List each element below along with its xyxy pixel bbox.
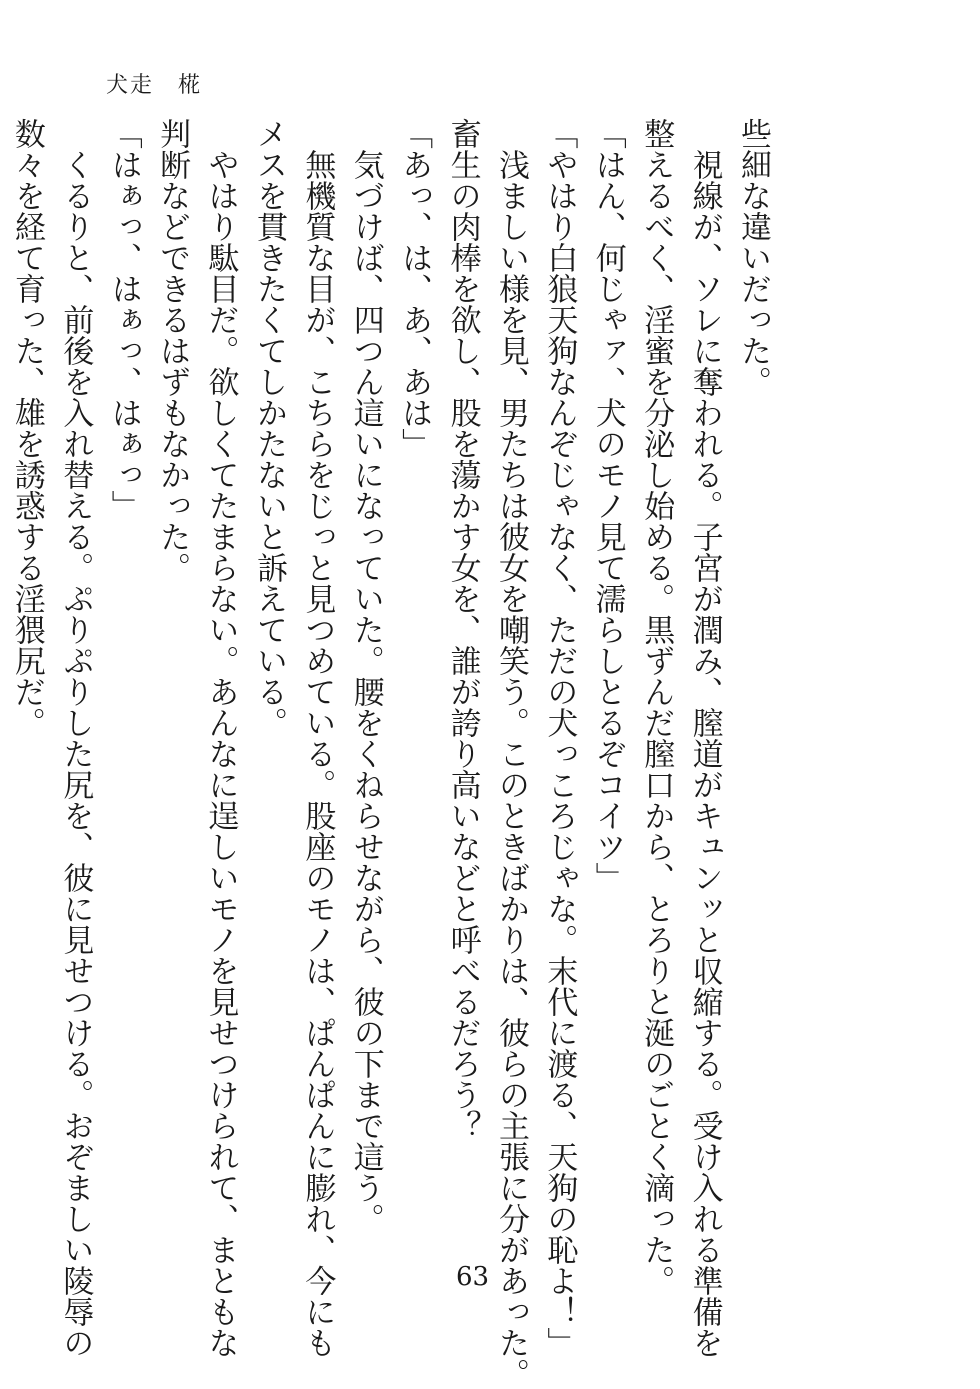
text-line: くるりと、前後を入れ替える。ぷりぷりした尻を、彼に見せつける。おぞましい陵辱の — [57, 118, 94, 1358]
text-line: 無機質な目が、こちらをじっと見つめている。股座のモノは、ぱんぱんに膨れ、今にも — [299, 118, 336, 1358]
text-line: 視線が、ソレに奪われる。子宮が潤み、膣道がキュンッと収縮する。受け入れる準備を — [686, 118, 723, 1358]
text-line: 浅ましい様を見、男たちは彼女を嘲笑う。このときばかりは、彼らの主張に分があった。 — [492, 118, 529, 1389]
text-line: 「あっ、は、あ、あは」 — [396, 118, 433, 459]
page-number: 63 — [456, 1262, 490, 1292]
text-line: 気づけば、四つん這いになっていた。腰をくねらせながら、彼の下まで這う。 — [347, 118, 384, 1234]
text-line: 「はぁっ、はぁっ、はぁっ」 — [105, 118, 142, 521]
text-line: やはり駄目だ。欲しくてたまらない。あんなに逞しいモノを見せつけられて、まともな — [202, 118, 239, 1358]
text-line: メスを貫きたくてしかたないと訴えている。 — [250, 118, 287, 738]
text-line: 整えるべく、淫蜜を分泌し始める。黒ずんだ膣口から、とろりと涎のごとく滴った。 — [638, 118, 675, 1296]
text-line: 「やはり白狼天狗なんぞじゃなく、ただの犬っころじゃな。末代に渡る、天狗の恥よ！」 — [541, 118, 578, 1358]
running-head: 犬走 椛 — [106, 73, 203, 98]
text-line: 「はん、何じゃァ、犬のモノ見て濡らしとるぞコイツ」 — [589, 118, 626, 893]
text-line: 数々を経て育った、雄を誘惑する淫猥尻だ。 — [8, 118, 45, 738]
text-line: 畜生の肉棒を欲し、股を蕩かす女を、誰が誇り高いなどと呼べるだろう？ — [444, 118, 481, 1141]
text-line: 些細な違いだった。 — [735, 118, 771, 397]
text-line: 判断などできるはずもなかった。 — [154, 118, 191, 583]
